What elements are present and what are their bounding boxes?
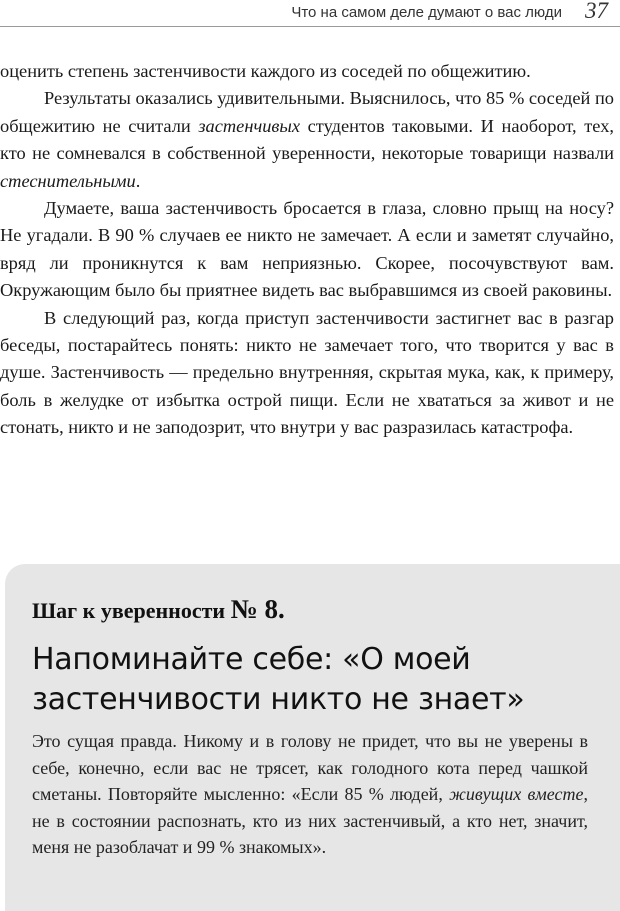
paragraph-2-text-b: студентов таковыми. И наоборот, тех, кто не сомневался в собственной уверенности, некоторые товарищи назвали — [0, 115, 614, 164]
tip-text-b: , не в состоянии распознать, кто из них застенчивый, а кто нет, значит, меня не разоблачат и 99 % знакомых». — [32, 784, 588, 858]
tip-text-a: Это сущая правда. Никому и в голову не придет, что вы не уверены в себе, конечно, если вас не трясет, как голодного кота перед чашкой сметаны. Повторяйте мысленно: «Если 85 % людей, — [32, 731, 588, 805]
paragraph-2 — [0, 85, 614, 195]
tip-text — [32, 728, 588, 861]
paragraph-1: оценить степень застенчивости каждого из соседей по общежитию. — [0, 61, 531, 81]
tip-step-heading — [32, 594, 285, 625]
paragraph-2-text-c: . — [135, 170, 141, 191]
tip-text-emphasis: живущих вместе — [449, 784, 584, 805]
page-header — [0, 0, 620, 26]
tip-step-number: № 8. — [230, 594, 285, 624]
paragraph-2-emphasis-2: стеснительными — [0, 170, 136, 191]
tip-title: Напоминайте себе: «О моей застенчивости никто не знает» — [32, 642, 525, 717]
body-text — [0, 58, 614, 442]
running-head: Что на самом деле думают о вас люди — [291, 4, 562, 21]
tip-step-label: Шаг к уверенности — [32, 598, 231, 623]
header-rule — [0, 26, 620, 27]
paragraph-3: Думаете, ваша застенчивость бросается в глаза, словно прыщ на носу? Не угадали. В 90 % случаев ее никто не замечает. А если и заметят случайно, вряд ли проникнутся к вам неприязнью. Скорее, посочувствуют вам. Окружающим было бы приятнее видеть вас выбравшимся из своей раковины. — [0, 198, 614, 301]
paragraph-4: В следующий раз, когда приступ застенчивости застигнет вас в разгар беседы, постарайтесь понять: никто не замечает того, что творится у вас в душе. Застенчивость — предельно внутренняя, скрытая мука, как, к примеру, боль в желудке от избытка острой пищи. Если не хвататься за живот и не стонать, никто и не заподозрит, что внутри у вас разразилась катастрофа. — [0, 307, 614, 438]
page-number: 37 — [585, 0, 608, 23]
paragraph-2-text-a: Результаты оказались удивительными. Выяснилось, что 85 % соседей по общежитию не считали — [0, 88, 614, 136]
paragraph-2-emphasis-1: застенчивых — [198, 115, 301, 136]
